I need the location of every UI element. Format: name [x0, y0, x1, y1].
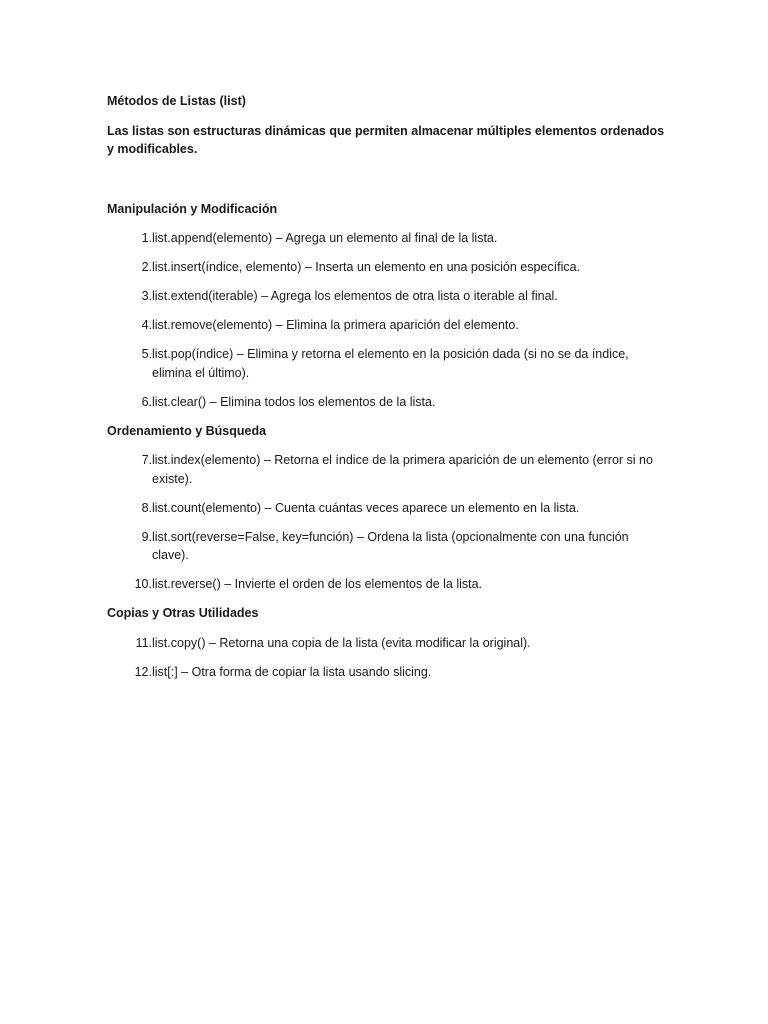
item-text: list.append(elemento) – Agrega un elemento al final de la lista. [152, 231, 498, 245]
list-item [107, 258, 668, 277]
item-text: list[:] – Otra forma de copiar la lista usando slicing. [152, 664, 432, 679]
item-text: list.reverse() – Invierte el orden de los elementos de la lista. [152, 577, 483, 591]
item-text: list.remove(elemento) – Elimina la primera aparición del elemento. [152, 318, 519, 332]
item-number: 11. [135, 635, 152, 650]
section-copies-utilities [107, 604, 668, 681]
list-item [107, 229, 668, 248]
method-list [107, 451, 668, 594]
list-item [107, 634, 668, 653]
document-intro: Las listas son estructuras dinámicas que permiten almacenar múltiples elementos ordenados y modificables. [107, 123, 665, 156]
item-number: 2. [141, 260, 152, 274]
item-text: list.sort(reverse=False, key=función) – Ordena la lista (opcionalmente con una función clave). [152, 529, 629, 562]
section-heading: Copias y Otras Utilidades [107, 606, 259, 620]
list-item [107, 345, 668, 382]
item-text: list.count(elemento) – Cuenta cuántas veces aparece un elemento en la lista. [152, 500, 580, 515]
list-item [107, 393, 668, 412]
item-number: 1. [141, 231, 152, 245]
document-title: Métodos de Listas (list) [107, 94, 246, 108]
item-number: 8. [141, 500, 152, 515]
section-sorting-search [107, 422, 668, 594]
list-item [107, 575, 668, 594]
item-number: 3. [141, 289, 152, 303]
item-text: list.insert(índice, elemento) – Inserta un elemento en una posición específica. [152, 260, 581, 274]
item-number: 4. [141, 318, 152, 332]
method-list [107, 229, 668, 411]
list-item [107, 528, 668, 565]
section-manipulation [107, 200, 668, 412]
item-text: list.clear() – Elimina todos los elementos de la lista. [152, 394, 436, 409]
item-number: 5. [141, 347, 152, 361]
item-number: 7. [141, 453, 152, 467]
list-item [107, 451, 668, 488]
list-item [107, 663, 668, 682]
item-number: 12. [134, 664, 152, 679]
item-text: list.pop(índice) – Elimina y retorna el elemento en la posición dada (si no se da índice, elimina el último). [152, 347, 629, 380]
item-text: list.copy() – Retorna una copia de la lista (evita modificar la original). [152, 635, 531, 650]
list-item [107, 499, 668, 518]
item-text: list.index(elemento) – Retorna el índice de la primera aparición de un elemento (error si no existe). [152, 453, 653, 486]
method-list [107, 634, 668, 682]
list-item [107, 287, 668, 306]
item-number: 9. [141, 529, 152, 544]
section-heading: Manipulación y Modificación [107, 201, 278, 216]
item-text: list.extend(iterable) – Agrega los elementos de otra lista o iterable al final. [152, 289, 558, 303]
list-item [107, 316, 668, 335]
section-heading: Ordenamiento y Búsqueda [107, 423, 267, 438]
item-number: 10. [134, 577, 152, 591]
item-number: 6. [141, 394, 152, 409]
